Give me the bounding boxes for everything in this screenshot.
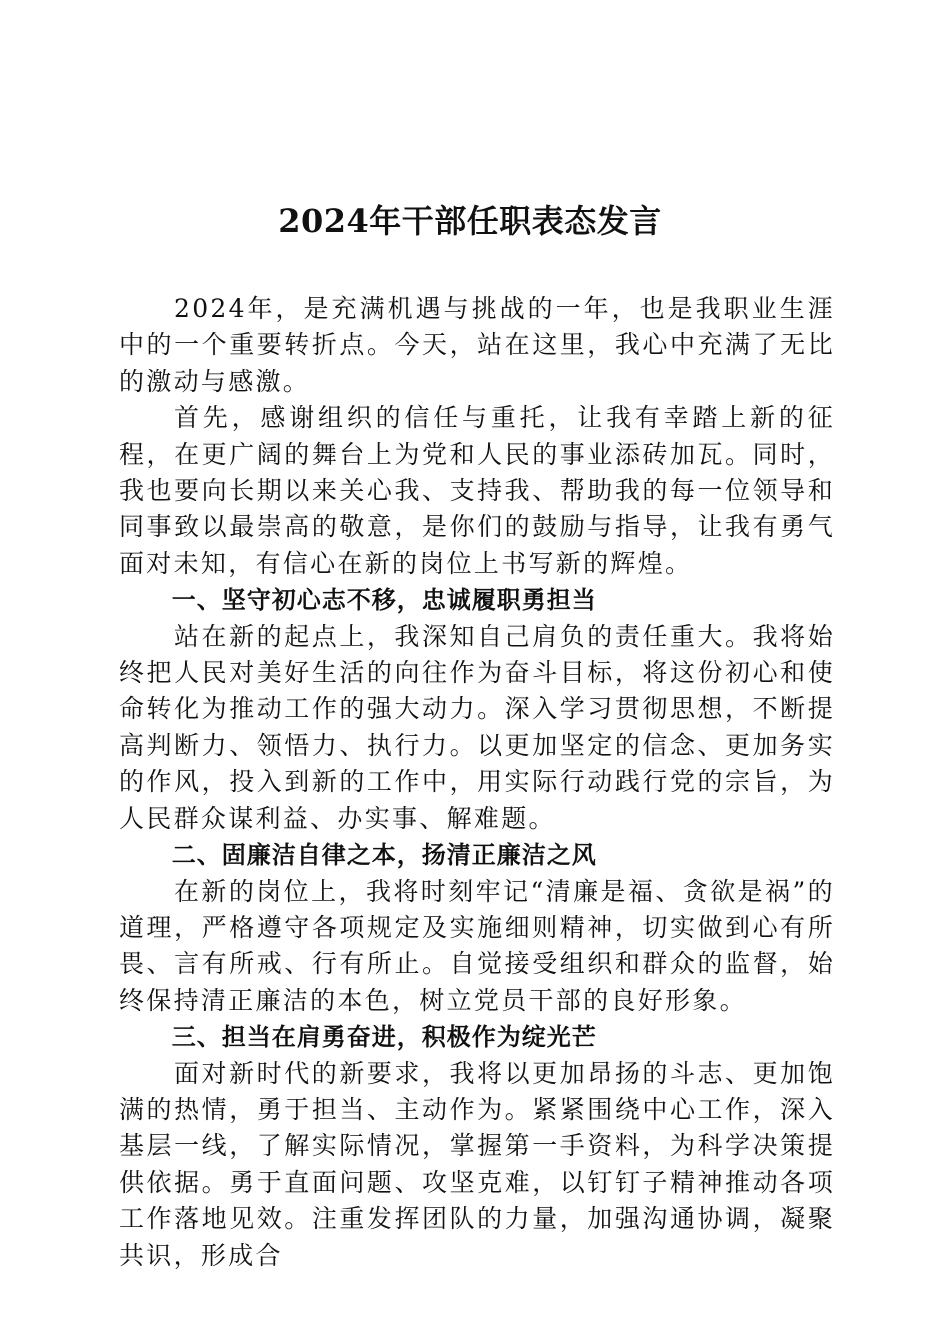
paragraph-section-3: 面对新时代的新要求，我将以更加昂扬的斗志、更加饱满的热情，勇于担当、主动作为。紧紧围绕中心工作，深入基层一线，了解实际情况，掌握第一手资料，为科学决策提供依据。勇于直面问题、攻坚克难，以钉钉子精神推动各项工作落地见效。注重发挥团队的力量，加强沟通协调，凝聚共识，形成合 [119, 1058, 835, 1270]
paragraph-intro: 2024年，是充满机遇与挑战的一年，也是我职业生涯中的一个重要转折点。今天，站在这里，我心中充满了无比的激动与感激。 [119, 294, 835, 396]
section-heading-3: 三、担当在肩勇奋进，积极作为绽光芒 [171, 1023, 597, 1052]
document-title: 2024年干部任职表态发言 [278, 202, 662, 240]
section-heading-2: 二、固廉洁自律之本，扬清正廉洁之风 [171, 841, 597, 870]
paragraph-section-2: 在新的岗位上，我将时刻牢记“清廉是福、贪欲是祸”的道理，严格遵守各项规定及实施细则精神，切实做到心有所畏、言有所戒、行有所止。自觉接受组织和群众的监督，始终保持清正廉洁的本色，树立党员干部的良好形象。 [119, 876, 835, 1015]
paragraph-section-1: 站在新的起点上，我深知自己肩负的责任重大。我将始终把人民对美好生活的向往作为奋斗目标，将这份初心和使命转化为推动工作的强大动力。深入学习贯彻思想，不断提高判断力、领悟力、执行力。以更加坚定的信念、更加务实的作风，投入到新的工作中，用实际行动践行党的宗旨，为人民群众谋利益、办实事、解难题。 [119, 621, 835, 833]
section-heading-1: 一、坚守初心志不移，忠诚履职勇担当 [171, 586, 597, 615]
document-body [119, 291, 835, 1274]
paragraph-thanks: 首先，感谢组织的信任与重托，让我有幸踏上新的征程，在更广阔的舞台上为党和人民的事业添砖加瓦。同时，我也要向长期以来关心我、支持我、帮助我的每一位领导和同事致以最崇高的敬意，是你们的鼓励与指导，让我有勇气面对未知，有信心在新的岗位上书写新的辉煌。 [119, 403, 835, 578]
